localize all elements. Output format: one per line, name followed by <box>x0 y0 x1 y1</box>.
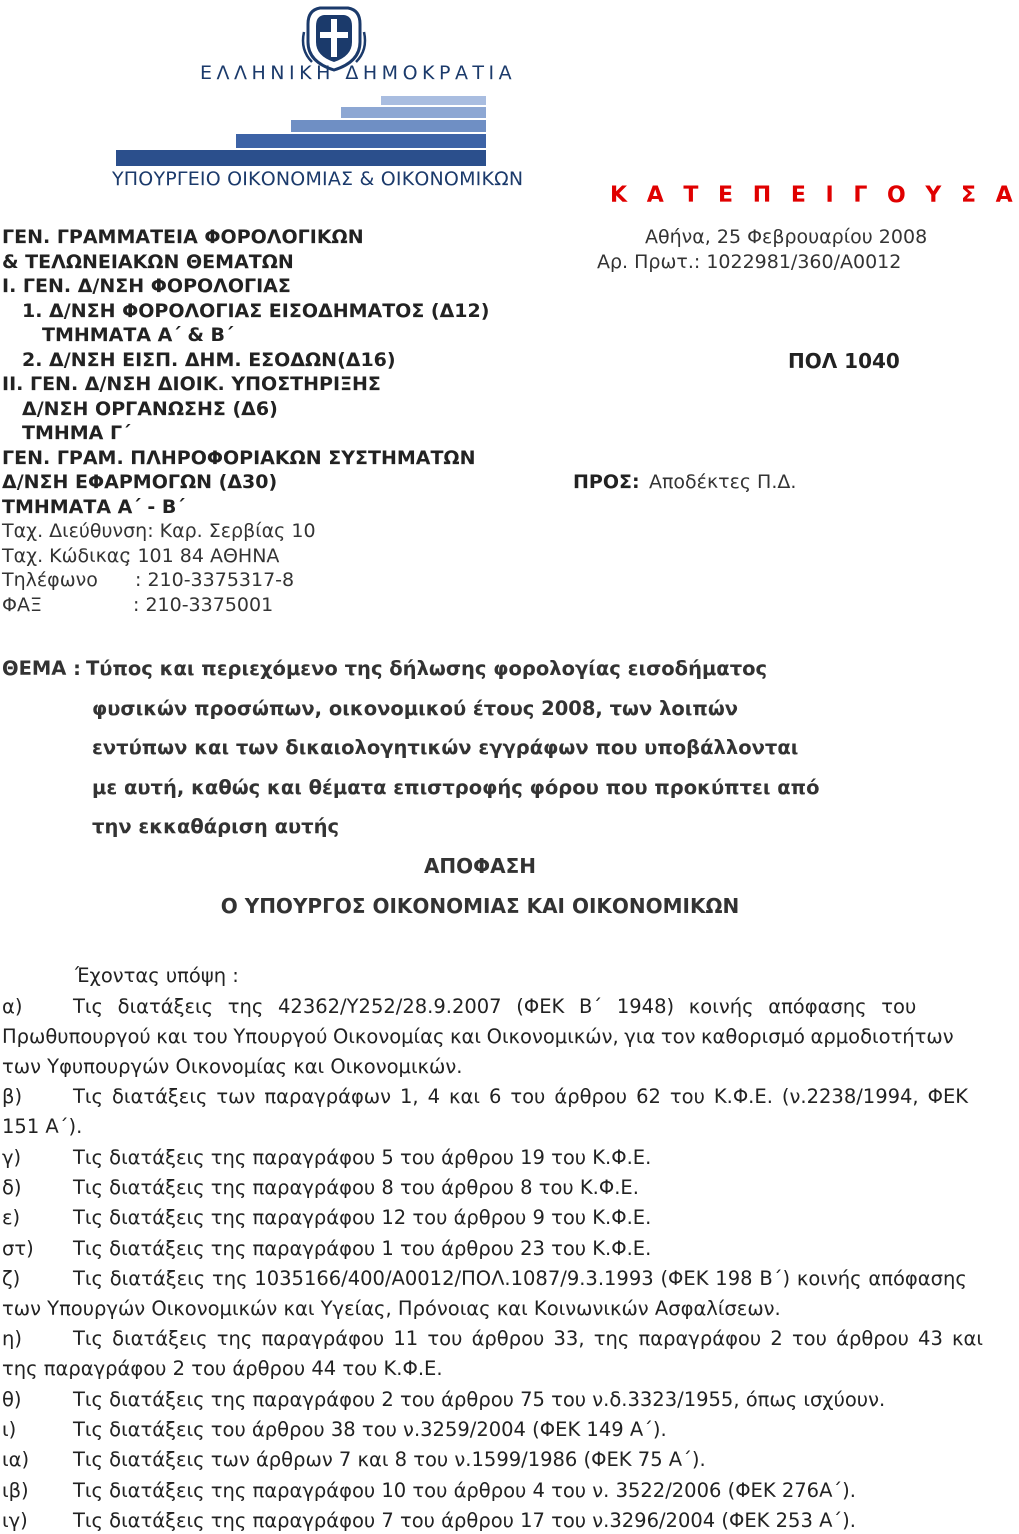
header-line-4: 1. Δ/ΝΣΗ ΦΟΡΟΛΟΓΙΑΣ ΕΙΣΟΔΗΜΑΤΟΣ (Δ12) <box>22 300 490 322</box>
item-label-e: ε) <box>2 1206 21 1229</box>
minister-heading: Ο ΥΠΟΥΡΓΟΣ ΟΙΚΟΝΟΜΙΑΣ ΚΑΙ ΟΙΚΟΝΟΜΙΚΩΝ <box>220 894 740 918</box>
item-text-ig: Τις διατάξεις της παραγράφου 7 του άρθρου 17 του ν.3296/2004 (ΦΕΚ 253 Α΄). <box>73 1509 856 1532</box>
subject-label: ΘΕΜΑ : <box>2 657 81 680</box>
subject-line-4: με αυτή, καθώς και θέματα επιστροφής φόρου που προκύπτει από <box>92 776 820 799</box>
item-text-a-cont-1: Πρωθυπουργού και του Υπουργού Οικονομίας και Οικονομικών, για τον καθορισμό αρμοδιοτήτων <box>2 1025 954 1048</box>
item-text-ia: Τις διατάξεις των άρθρων 7 και 8 του ν.1599/1986 (ΦΕΚ 75 Α΄). <box>73 1448 706 1471</box>
contact-address: Ταχ. Διεύθυνση: Καρ. Σερβίας 10 <box>2 520 316 542</box>
item-text-z: Τις διατάξεις της 1035166/400/Α0012/ΠΟΛ.1087/9.3.1993 (ΦΕΚ 198 Β΄) κοινής απόφασης <box>73 1267 967 1290</box>
item-label-c: γ) <box>2 1146 22 1169</box>
considering-intro: Έχοντας υπόψη : <box>75 964 239 987</box>
item-text-i-cont-1: της παραγράφου 2 του άρθρου 44 του Κ.Φ.Ε. <box>2 1357 443 1380</box>
item-text-z-cont-1: των Υπουργών Οικονομικών και Υγείας, Πρόνοιας και Κοινωνικών Ασφαλίσεων. <box>2 1297 781 1320</box>
item-label-iota: ι) <box>2 1418 17 1441</box>
contact-postcode: : 101 84 ΑΘΗΝΑ <box>125 545 280 567</box>
contact-fax-label: ΦΑΞ <box>2 594 42 616</box>
recipients-label: ΠΡΟΣ: <box>573 471 640 493</box>
pol-number: ΠΟΛ 1040 <box>788 349 900 373</box>
recipients-value: Αποδέκτες Π.Δ. <box>649 471 797 493</box>
item-text-b: Τις διατάξεις των παραγράφων 1, 4 και 6 του άρθρου 62 του Κ.Φ.Ε. (ν.2238/1994, ΦΕΚ <box>73 1085 969 1108</box>
item-text-th: Τις διατάξεις της παραγράφου 2 του άρθρου 75 του ν.δ.3323/1955, όπως ισχύουν. <box>73 1388 886 1411</box>
item-text-c: Τις διατάξεις της παραγράφου 5 του άρθρου 19 του Κ.Φ.Ε. <box>73 1146 652 1169</box>
item-label-a: α) <box>2 995 23 1018</box>
header-line-12: ΤΜΗΜΑΤΑ Α΄ - Β΄ <box>2 496 185 518</box>
header-line-3: Ι. ΓΕΝ. Δ/ΝΣΗ ΦΟΡΟΛΟΓΙΑΣ <box>2 275 291 297</box>
header-line-8: Δ/ΝΣΗ ΟΡΓΑΝΩΣΗΣ (Δ6) <box>22 398 278 420</box>
item-text-d: Τις διατάξεις της παραγράφου 8 του άρθρου 8 του Κ.Φ.Ε. <box>73 1176 639 1199</box>
item-label-ib: ιβ) <box>2 1479 29 1502</box>
item-text-iota: Τις διατάξεις του άρθρου 38 του ν.3259/2004 (ΦΕΚ 149 Α΄). <box>73 1418 667 1441</box>
item-label-b: β) <box>2 1085 23 1108</box>
header-line-2: & ΤΕΛΩΝΕΙΑΚΩΝ ΘΕΜΑΤΩΝ <box>2 251 294 273</box>
subject-line-2: φυσικών προσώπων, οικονομικού έτους 2008, των λοιπών <box>92 697 739 720</box>
republic-name: ΕΛΛΗΝΙΚΗ ΔΗΜΟΚΡΑΤΙΑ <box>200 62 517 84</box>
item-label-th: θ) <box>2 1388 22 1411</box>
item-text-ib: Τις διατάξεις της παραγράφου 10 του άρθρου 4 του ν. 3522/2006 (ΦΕΚ 276Α΄). <box>73 1479 856 1502</box>
subject-line-3: εντύπων και των δικαιολογητικών εγγράφων που υποβάλλονται <box>92 736 799 759</box>
item-text-a: Τις διατάξεις της 42362/Υ252/28.9.2007 (ΦΕΚ Β΄ 1948) κοινής απόφασης του <box>73 995 917 1018</box>
contact-fax: : 210-3375001 <box>133 594 274 616</box>
document-date: Αθήνα, 25 Φεβρουαρίου 2008 <box>645 226 928 248</box>
item-label-ia: ια) <box>2 1448 30 1471</box>
header-line-7: ΙΙ. ΓΕΝ. Δ/ΝΣΗ ΔΙΟΙΚ. ΥΠΟΣΤΗΡΙΞΗΣ <box>2 373 381 395</box>
header-line-10: ΓΕΝ. ΓΡΑΜ. ΠΛΗΡΟΦΟΡΙΑΚΩΝ ΣΥΣΤΗΜΑΤΩΝ <box>2 447 476 469</box>
contact-phone-label: Τηλέφωνο <box>2 569 98 591</box>
item-text-a-cont-2: των Υφυπουργών Οικονομίας και Οικονομικών. <box>2 1055 463 1078</box>
subject-line-1: Τύπος και περιεχόμενο της δήλωσης φορολογίας εισοδήματος <box>86 657 768 680</box>
urgent-classification: Κ Α Τ Ε Π Ε Ι Γ Ο Υ Σ Α <box>610 183 1019 208</box>
header-line-9: ΤΜΗΜΑ Γ΄ <box>22 422 131 444</box>
header-line-5: ΤΜΗΜΑΤΑ Α΄ & Β΄ <box>42 324 234 346</box>
item-text-b-cont-1: 151 Α΄). <box>2 1115 83 1138</box>
item-label-d: δ) <box>2 1176 22 1199</box>
header-line-1: ΓΕΝ. ΓΡΑΜΜΑΤΕΙΑ ΦΟΡΟΛΟΓΙΚΩΝ <box>2 226 364 248</box>
decision-heading: ΑΠΟΦΑΣΗ <box>423 854 537 878</box>
item-label-ig: ιγ) <box>2 1509 28 1532</box>
item-text-i: Τις διατάξεις της παραγράφου 11 του άρθρου 33, της παραγράφου 2 του άρθρου 43 και <box>73 1327 984 1350</box>
item-text-st: Τις διατάξεις της παραγράφου 1 του άρθρου 23 του Κ.Φ.Ε. <box>73 1237 652 1260</box>
ministry-name: ΥΠΟΥΡΓΕΙΟ ΟΙΚΟΝΟΜΙΑΣ & ΟΙΚΟΝΟΜΙΚΩΝ <box>112 168 524 190</box>
item-text-e: Τις διατάξεις της παραγράφου 12 του άρθρου 9 του Κ.Φ.Ε. <box>73 1206 652 1229</box>
ministry-logo-bars-icon <box>116 90 486 166</box>
contact-postcode-label: Ταχ. Κώδικας <box>2 545 131 567</box>
header-line-6: 2. Δ/ΝΣΗ ΕΙΣΠ. ΔΗΜ. ΕΣΟΔΩΝ(Δ16) <box>22 349 396 371</box>
contact-phone: : 210-3375317-8 <box>135 569 295 591</box>
header-line-11: Δ/ΝΣΗ ΕΦΑΡΜΟΓΩΝ (Δ30) <box>2 471 278 493</box>
item-label-i: η) <box>2 1327 22 1350</box>
protocol-number: Αρ. Πρωτ.: 1022981/360/Α0012 <box>597 251 902 273</box>
subject-line-5: την εκκαθάριση αυτής <box>92 815 340 838</box>
item-label-z: ζ) <box>2 1267 21 1290</box>
item-label-st: στ) <box>2 1237 34 1260</box>
